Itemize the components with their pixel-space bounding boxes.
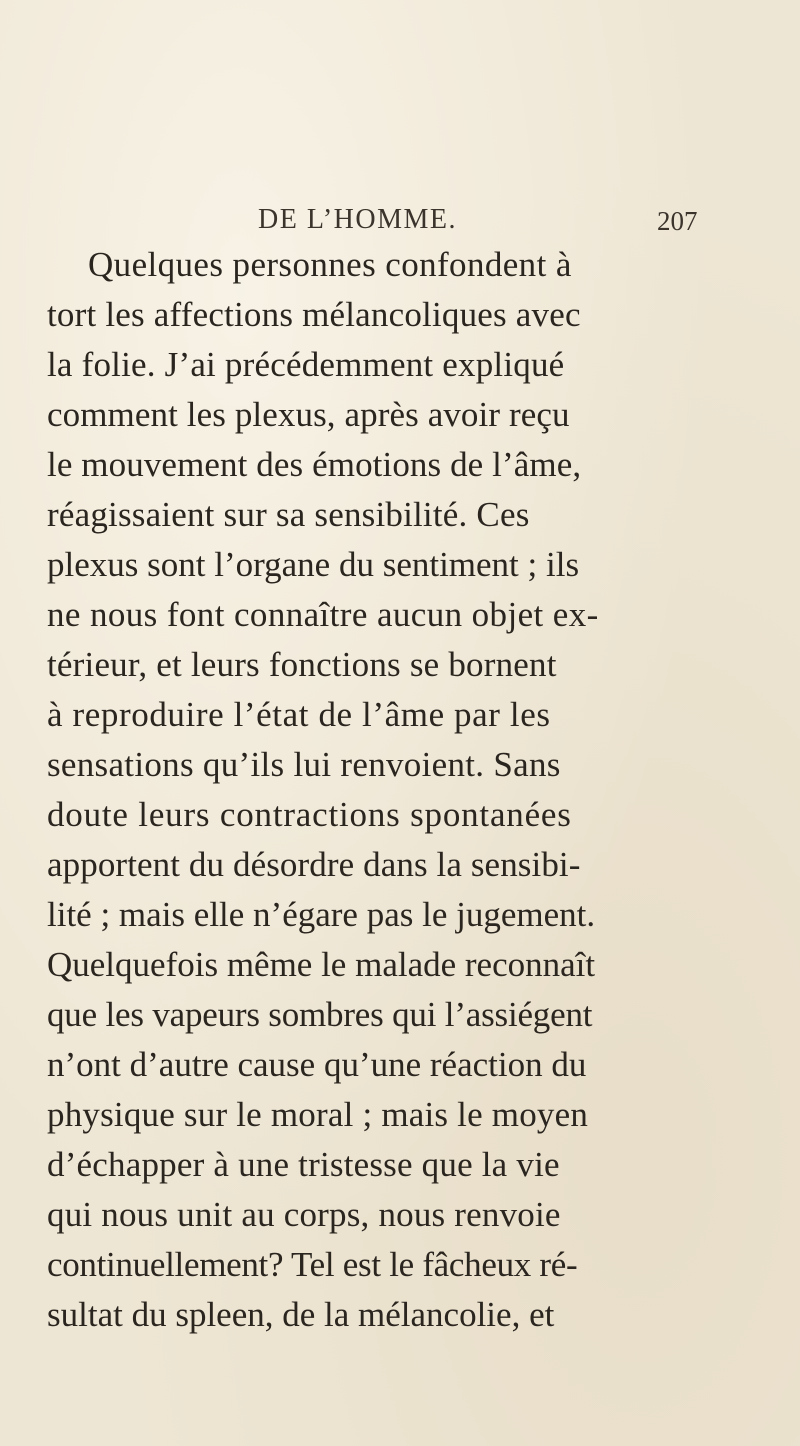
text-line: térieur, et leurs fonctions se bornent xyxy=(47,645,557,684)
text-line: comment les plexus, après avoir reçu xyxy=(47,395,570,434)
text-line: la folie. J’ai précédemment expliqué xyxy=(47,345,565,384)
text-line: Quelques personnes confondent à xyxy=(88,245,572,284)
text-line: plexus sont l’organe du sentiment ; ils xyxy=(47,545,580,584)
text-line: tort les affections mélancoliques avec xyxy=(47,295,581,334)
text-line: à reproduire l’état de l’âme par les xyxy=(47,695,551,734)
text-line: physique sur le moral ; mais le moyen xyxy=(47,1095,589,1134)
text-line: qui nous unit au corps, nous renvoie xyxy=(47,1195,561,1234)
page-number: 207 xyxy=(657,206,698,236)
text-line: lité ; mais elle n’égare pas le jugement. xyxy=(47,895,596,934)
text-line: doute leurs contractions spontanées xyxy=(47,795,572,834)
text-line: n’ont d’autre cause qu’une réaction du xyxy=(47,1045,587,1084)
text-line: apportent du désordre dans la sensibi- xyxy=(47,845,581,884)
text-line: le mouvement des émotions de l’âme, xyxy=(47,445,582,484)
text-line: Quelquefois même le malade reconnaît xyxy=(47,945,596,984)
text-line: ne nous font connaître aucun objet ex- xyxy=(47,595,599,634)
text-line: que les vapeurs sombres qui l’assiégent xyxy=(47,995,593,1034)
text-line: sultat du spleen, de la mélancolie, et xyxy=(47,1295,555,1334)
text-line: sensations qu’ils lui renvoient. Sans xyxy=(47,745,561,784)
text-line: continuellement? Tel est le fâcheux ré- xyxy=(47,1245,578,1284)
running-head xyxy=(0,204,800,244)
text-line: d’échapper à une tristesse que la vie xyxy=(47,1145,560,1184)
running-head-title: DE L’HOMME. xyxy=(258,204,458,235)
text-line: réagissaient sur sa sensibilité. Ces xyxy=(47,495,530,534)
